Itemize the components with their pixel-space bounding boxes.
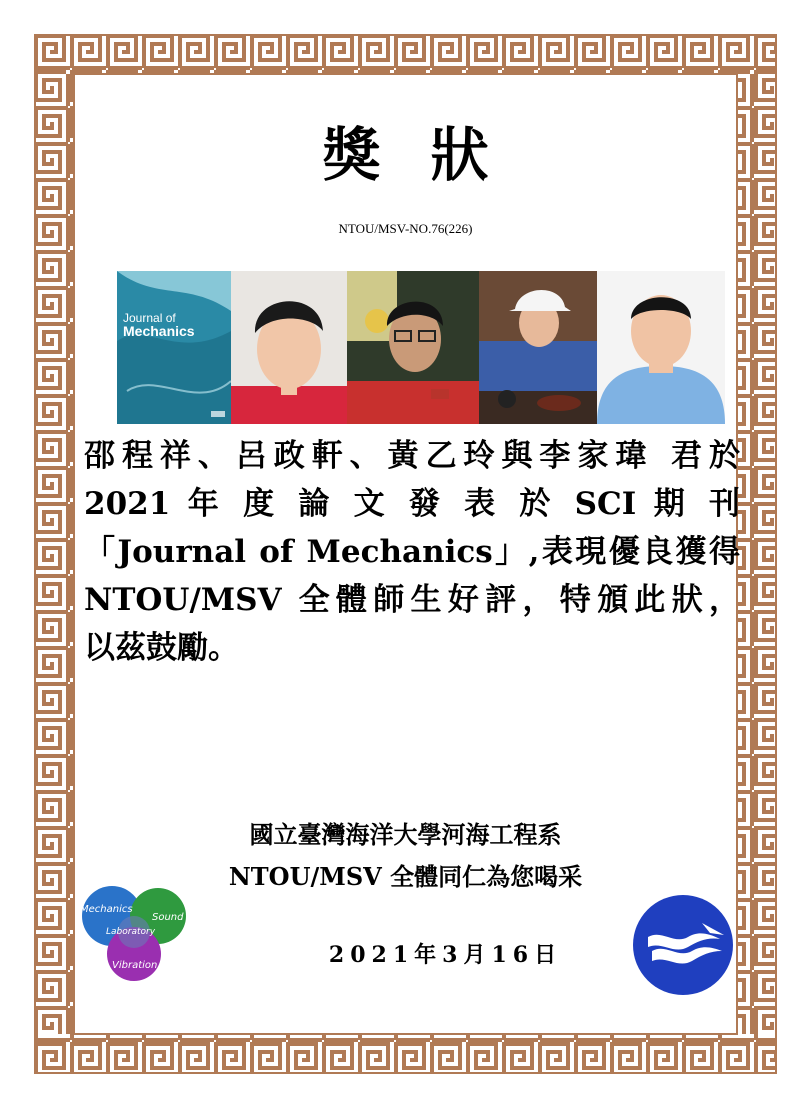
body-line-5: 以茲鼓勵。 (84, 630, 239, 666)
department-name: 國立臺灣海洋大學河海工程系 (249, 820, 562, 849)
lab-logo-word-vibration: Vibration (112, 960, 158, 971)
lab-logo-word-sound: Sound (152, 912, 184, 923)
student-photo-2 (347, 271, 479, 424)
lab-logo-word-laboratory: Laboratory (106, 927, 156, 937)
congrats-line: NTOU/MSV 全體同仁為您喝采 (228, 862, 583, 891)
journal-cover-title-line1: Journal of (123, 311, 176, 325)
certificate-title: 獎狀 (322, 121, 539, 189)
student-photo-4 (597, 271, 725, 424)
body-line-3: 「Journal of Mechanics」,表現優良獲得 (84, 534, 740, 570)
journal-cover (117, 271, 231, 424)
body-line-1: 邵程祥、呂政軒、黃乙玲與李家瑋 君於 (84, 438, 740, 474)
journal-cover-title-line2: Mechanics (123, 323, 195, 339)
certificate-date: 2021年3月16日 (328, 942, 563, 968)
body-line-2: 2021 年 度 論 文 發 表 於 SCI 期 刊 (84, 486, 740, 522)
university-logo (628, 893, 738, 997)
document-number: NTOU/MSV-NO.76(226) (338, 221, 473, 236)
certificate-body (84, 432, 740, 672)
student-photo-3 (479, 271, 597, 424)
body-line-4: NTOU/MSV 全體師生好評，特頒此狀， (84, 582, 740, 618)
lab-logo-word-mechanics: Mechanics (80, 904, 133, 915)
student-photo-1 (231, 271, 347, 424)
